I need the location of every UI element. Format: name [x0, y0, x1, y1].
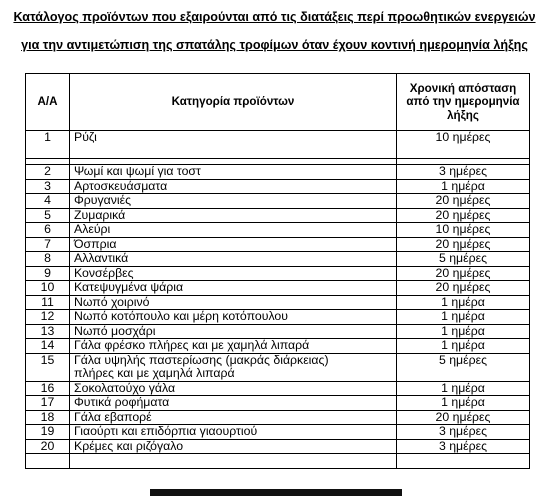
row-time: 1 ημέρα — [397, 295, 530, 310]
row-category: Κονσέρβες — [70, 266, 397, 281]
row-time: 1 ημέρα — [397, 396, 530, 411]
row-category: Νωπό χοιρινό — [70, 295, 397, 310]
header-time-line-1: Χρονική απόσταση — [409, 81, 517, 95]
document-title-line-2: για την αντιμετώπιση της σπατάλης τροφίμων όταν έχουν κοντινή ημερομηνία λήξης — [21, 38, 528, 52]
row-time: 3 ημέρες — [397, 165, 530, 180]
row-category — [70, 353, 397, 381]
document-title-line-1: Κατάλογος προϊόντων που εξαιρούνται από τις διατάξεις περί προωθητικών ενεργειών — [13, 10, 536, 24]
redaction-bar — [150, 489, 402, 496]
row-number: 5 — [26, 208, 70, 223]
row-time: 20 ημέρες — [397, 266, 530, 281]
row-number: 3 — [26, 179, 70, 194]
header-time-distance — [397, 74, 530, 131]
row-category: Ψωμί και ψωμί για τοστ — [70, 165, 397, 180]
table-row — [26, 310, 530, 325]
table-row — [26, 208, 530, 223]
row-category: Γάλα φρέσκο πλήρες και με χαμηλά λιπαρά — [70, 339, 397, 354]
table-row — [26, 266, 530, 281]
row-category: Κατεψυγμένα ψάρια — [70, 281, 397, 296]
row-time: 1 ημέρα — [397, 339, 530, 354]
row-category: Νωπό κοτόπουλο και μέρη κοτόπουλου — [70, 310, 397, 325]
row-category: Ζυμαρικά — [70, 208, 397, 223]
row-number: 20 — [26, 439, 70, 454]
table-row-cut-off — [26, 454, 530, 469]
row-category: Γιαούρτι και επιδόρπια γιαουρτιού — [70, 425, 397, 440]
row-category-line-1: Γάλα υψηλής παστερίωσης (μακράς διάρκειας) — [74, 352, 329, 367]
row-number: 16 — [26, 381, 70, 396]
row-number: 1 — [26, 131, 70, 159]
table-row — [26, 179, 530, 194]
row-number: 18 — [26, 410, 70, 425]
row-category: Γάλα εβαπορέ — [70, 410, 397, 425]
table-row — [26, 353, 530, 381]
row-time: 3 ημέρες — [397, 439, 530, 454]
row-category: Αλλαντικά — [70, 252, 397, 267]
row-number: 14 — [26, 339, 70, 354]
table-row — [26, 324, 530, 339]
row-time: 10 ημέρες — [397, 131, 530, 159]
table-row — [26, 165, 530, 180]
row-category: Όσπρια — [70, 237, 397, 252]
table-row — [26, 339, 530, 354]
row-time: 5 ημέρες — [397, 252, 530, 267]
row-category: Φυτικά ροφήματα — [70, 396, 397, 411]
row-category: Ρύζι — [70, 131, 397, 159]
table-row — [26, 194, 530, 209]
row-time: 20 ημέρες — [397, 281, 530, 296]
table-row — [26, 131, 530, 159]
product-table — [25, 73, 530, 469]
row-time: 1 ημέρα — [397, 324, 530, 339]
table-row — [26, 439, 530, 454]
row-time: 1 ημέρα — [397, 179, 530, 194]
row-time: 1 ημέρα — [397, 310, 530, 325]
row-category: Αλεύρι — [70, 223, 397, 238]
row-time: 20 ημέρες — [397, 194, 530, 209]
row-category: Σοκολατούχο γάλα — [70, 381, 397, 396]
row-number: 6 — [26, 223, 70, 238]
header-category: Κατηγορία προϊόντων — [70, 74, 397, 131]
row-number: 8 — [26, 252, 70, 267]
row-category: Αρτοσκευάσματα — [70, 179, 397, 194]
table-row — [26, 295, 530, 310]
table-row — [26, 281, 530, 296]
row-number: 10 — [26, 281, 70, 296]
table-row — [26, 252, 530, 267]
table-row — [26, 223, 530, 238]
header-time-line-3: λήξης — [447, 108, 479, 122]
row-number: 4 — [26, 194, 70, 209]
row-number: 9 — [26, 266, 70, 281]
row-number: 7 — [26, 237, 70, 252]
row-number: 13 — [26, 324, 70, 339]
row-category: Κρέμες και ριζόγαλο — [70, 439, 397, 454]
row-time: 1 ημέρα — [397, 381, 530, 396]
row-number: 15 — [26, 353, 70, 381]
row-category: Φρυγανιές — [70, 194, 397, 209]
row-number: 17 — [26, 396, 70, 411]
row-time: 20 ημέρες — [397, 208, 530, 223]
table-row — [26, 396, 530, 411]
row-number: 11 — [26, 295, 70, 310]
row-time: 3 ημέρες — [397, 425, 530, 440]
row-time: 20 ημέρες — [397, 237, 530, 252]
table-row — [26, 381, 530, 396]
row-category-line-2: πλήρες και με χαμηλά λιπαρά — [74, 366, 235, 380]
header-time-line-2: από την ημερομηνία — [406, 95, 520, 109]
row-number: 2 — [26, 165, 70, 180]
row-time: 20 ημέρες — [397, 410, 530, 425]
row-category: Νωπό μοσχάρι — [70, 324, 397, 339]
row-number: 19 — [26, 425, 70, 440]
table-row — [26, 425, 530, 440]
table-header-row — [26, 74, 530, 131]
header-number: Α/Α — [26, 74, 70, 131]
row-time: 5 ημέρες — [397, 353, 530, 381]
row-time: 10 ημέρες — [397, 223, 530, 238]
table-row — [26, 410, 530, 425]
row-number: 12 — [26, 310, 70, 325]
table-row — [26, 237, 530, 252]
